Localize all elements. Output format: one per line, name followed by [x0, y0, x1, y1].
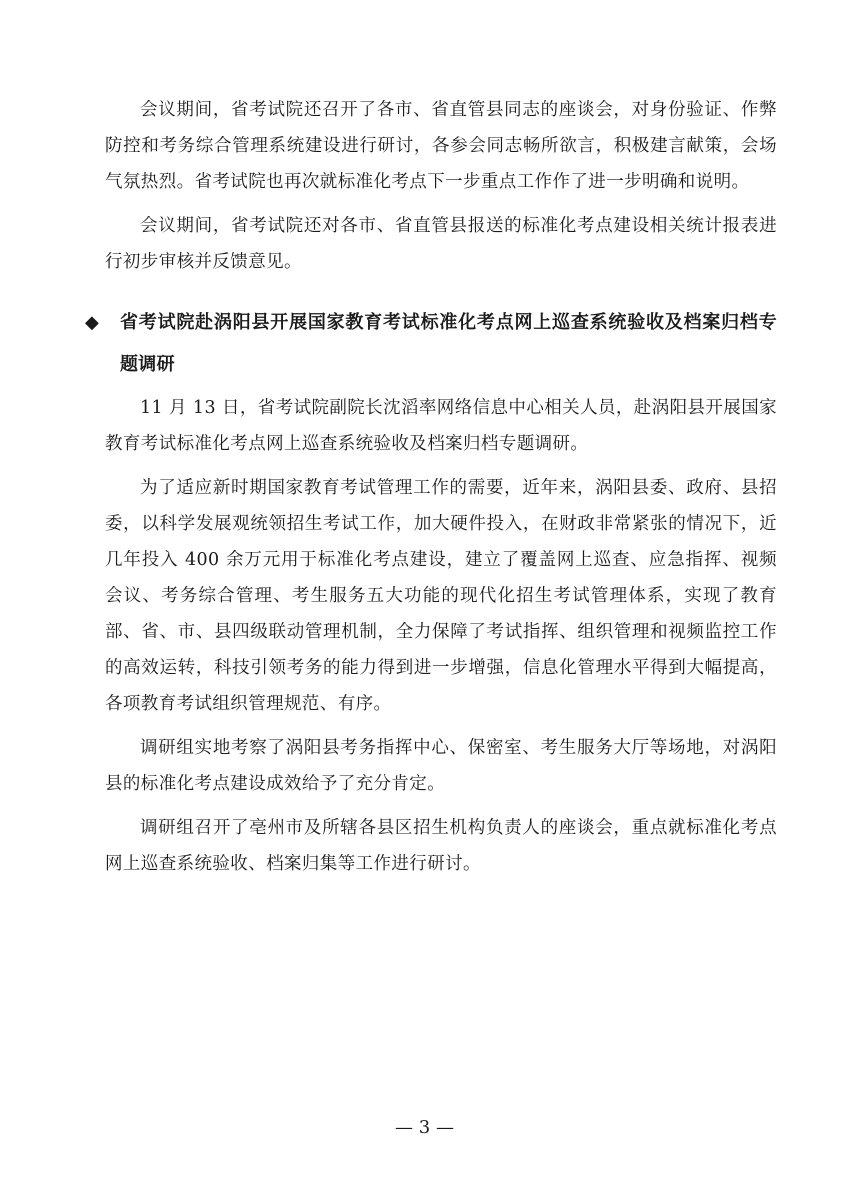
diamond-bullet-icon: ◆ [85, 312, 100, 333]
paragraph: 11 月 13 日，省考试院副院长沈滔率网络信息中心相关人员，赴涡阳县开展国家教育考试标准化考点网上巡查系统验收及档案归档专题调研。 [105, 398, 777, 454]
paragraph: 会议期间，省考试院还召开了各市、省直管县同志的座谈会，对身份验证、作弊防控和考务综合管理系统建设进行研讨，各参会同志畅所欲言，积极建言献策，会场气氛热烈。省考试院也再次就标准化考点下一步重点工作作了进一步明确和说明。 [105, 100, 777, 192]
paragraph: 调研组召开了亳州市及所辖各县区招生机构负责人的座谈会，重点就标准化考点网上巡查系统验收、档案归集等工作进行研讨。 [105, 818, 777, 874]
document-body [85, 92, 777, 890]
paragraph: 为了适应新时期国家教育考试管理工作的需要，近年来，涡阳县委、政府、县招委，以科学发展观统领招生考试工作，加大硬件投入，在财政非常紧张的情况下，近几年投入 400 余万元用于标准化考点建设，建立了覆盖网上巡查、应急指挥、视频会议、考务综合管理、考生服务五大功能的现代化招生考试管理体系，实现了教育部、省、市、县四级联动管理机制，全力保障了考试指挥、组织管理和视频监控工作的高效运转，科技引领考务的能力得到进一步增强，信息化管理水平得到大幅提高，各项教育考试组织管理规范、有序。 [105, 478, 777, 714]
paragraph: 调研组实地考察了涡阳县考务指挥中心、保密室、考生服务大厅等场地，对涡阳县的标准化考点建设成效给予了充分肯定。 [105, 738, 777, 794]
paragraph: 会议期间，省考试院还对各市、省直管县报送的标准化考点建设相关统计报表进行初步审核并反馈意见。 [105, 216, 777, 272]
section-heading [85, 302, 777, 386]
section-heading-text: 省考试院赴涡阳县开展国家教育考试标准化考点网上巡查系统验收及档案归档专题调研 [120, 312, 777, 375]
page-number: — 3 — [395, 1117, 454, 1138]
